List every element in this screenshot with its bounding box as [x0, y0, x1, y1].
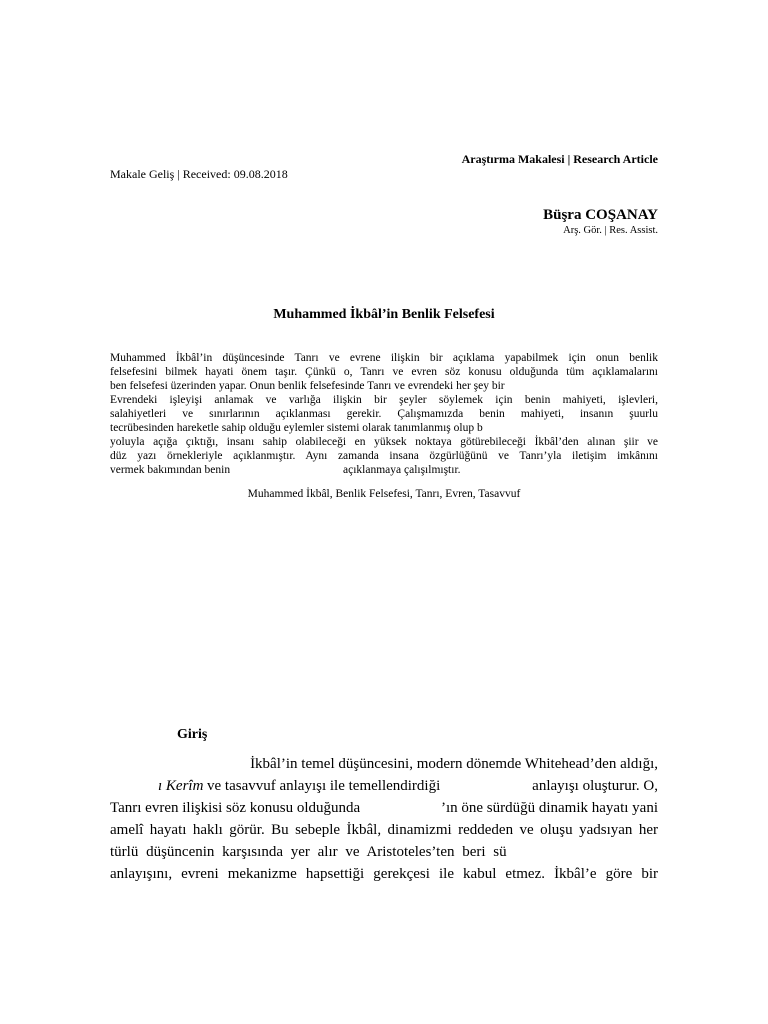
body-line: türlü düşüncenin karşısında yer alır ve Aristoteles’ten beri sü: [110, 844, 507, 860]
received-date: Makale Geliş | Received: 09.08.2018: [110, 167, 288, 181]
keywords: Muhammed İkbâl, Benlik Felsefesi, Tanrı, Evren, Tasavvuf: [247, 488, 521, 500]
abstract-line: ben felsefesi üzerinden yapar. Onun benlik felsefesinde Tanrı ve evrendeki her şey bir: [110, 380, 505, 392]
abstract-line: Evrendeki işleyişi anlamak ve varlığa ilişkin bir şeyler söylemek için benin mahiyeti, işlevleri,: [110, 394, 658, 406]
body-line: anlayışını, evreni mekanizme hapsettiği gerekçesi ile kabul etmez. İkbâl’e göre bir: [110, 866, 658, 882]
body-text: [110, 756, 658, 886]
abstract-line: yoluyla açığa çıktığı, insanı sahip olabileceği en yüksek noktaya götürebileceği İkbâl’den alınan şiir ve: [110, 436, 658, 448]
body-line: İkbâl’in temel düşüncesini, modern dönemde Whitehead’den aldığı,: [250, 756, 658, 772]
author-name: Büşra COŞANAY: [543, 207, 658, 223]
abstract-line: salahiyetleri ve sınırlarının açıklanması gerekir. Çalışmamızda benin mahiyeti, insanın şuurlu: [110, 408, 658, 420]
abstract-line: felsefesini bilmek hayati önem taşır. Çünkü o, Tanrı ve evren söz konusu olduğunda tüm açıklamalarını: [110, 366, 658, 378]
abstract-line: tecrübesinden hareketle sahip olduğu eylemler sistemi olarak tanımlanmış olup b: [110, 422, 483, 434]
body-line: Tanrı evren ilişkisi söz konusu olduğunda: [110, 800, 361, 816]
body-line: ve tasavvuf anlayışı ile temellendirdiği: [207, 778, 441, 794]
abstract-line: açıklanmaya çalışılmıştır.: [343, 464, 461, 476]
paper-title: Muhammed İkbâl’in Benlik Felsefesi: [273, 307, 495, 322]
body-line: anlayışı oluşturur. O,: [532, 778, 658, 794]
article-type-label: Araştırma Makalesi | Research Article: [461, 152, 658, 166]
body-line: ı Kerîm: [158, 778, 204, 794]
abstract-line: vermek bakımından benin: [110, 464, 231, 476]
abstract-line: düz yazı örnekleriyle açıklanmıştır. Aynı zamanda insana özgürlüğünü ve Tanrı’yla iletişim imkânını: [110, 450, 658, 462]
author-affiliation: Arş. Gör. | Res. Assist.: [563, 225, 658, 236]
body-line: ’ın öne sürdüğü dinamik hayatı yani: [440, 800, 658, 816]
body-line: amelî hayatı haklı görür. Bu sebeple İkbâl, dinamizmi reddeden ve oluşu yadsıyan her: [110, 822, 658, 838]
abstract-line: Muhammed İkbâl’in düşüncesinde Tanrı ve evrene ilişkin bir açıklama yapabilmek için onun benlik: [110, 352, 658, 364]
section-heading: Giriş: [177, 727, 208, 742]
abstract: [110, 351, 658, 481]
